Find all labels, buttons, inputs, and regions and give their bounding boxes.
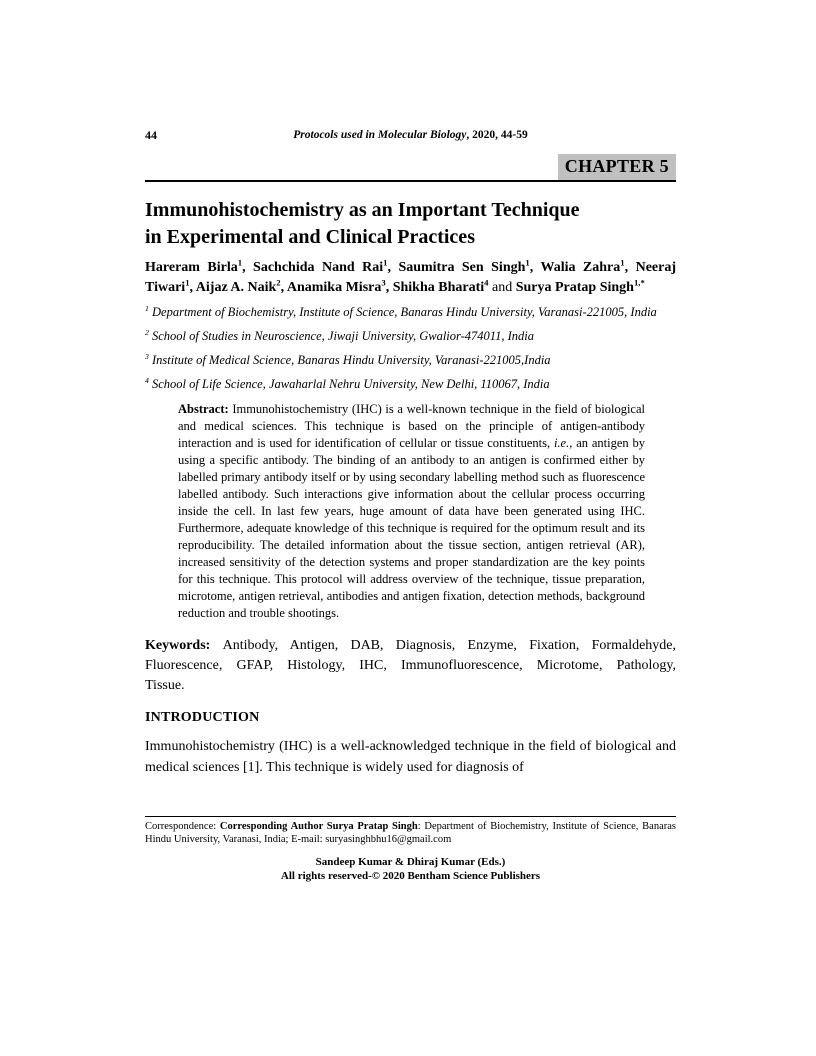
affiliation-4: $^4$ School of Life Science, Jawaharlal Nehru University, New Delhi, 110067, India (145, 375, 550, 391)
correspondence-note: Correspondence: Corresponding Author Surya Pratap Singh: Department of Biochemistry, Institute of Science, Banaras Hindu University, Varanasi, India; E-mail: suryasinghbhu16@gmail.com (145, 821, 676, 845)
journal-title (145, 129, 676, 141)
page-number: 44 (145, 128, 157, 142)
chapter-banner: CHAPTER 5 (558, 154, 676, 180)
affiliation-2: $^2$ School of Studies in Neuroscience, Jiwaji University, Gwalior-474011, India (145, 327, 534, 343)
page-content (145, 128, 676, 778)
journal-title-suffix: , 2020, 44-59 (466, 129, 528, 141)
editors-block (145, 855, 676, 883)
article-title (145, 197, 676, 251)
footnote-area (145, 816, 676, 883)
intro-paragraph: Immunohistochemistry (IHC) is a well-acknowledged technique in the field of biological and medical sciences [1]. This technique is widely used for diagnosis of (145, 739, 676, 775)
running-header (145, 128, 676, 145)
affiliation-1: $^1$ Department of Biochemistry, Institute of Science, Banaras Hindu University, Varanasi-221005, India (145, 303, 657, 319)
editors-line: Sandeep Kumar & Dhiraj Kumar (Eds.) (315, 856, 506, 868)
authors-line: Hareram Birla$^1$, Sachchida Nand Rai$^1$, Saumitra Sen Singh$^1$, Walia Zahra$^1$, Neeraj Tiwari$^1$, Aijaz A. Naik$^2$, Anamika Misra$^3$, Shikha Bharati$^4$ and Surya Pratap Singh$^{1,*}$ (145, 257, 677, 295)
abstract-paragraph: Abstract: Immunohistochemistry (IHC) is a well-known technique in the field of biological and medical sciences. This technique is based on the principle of antigen-antibody interaction and is used for identification of cellular or tissue constituents, i.e., an antigen by using a specific antibody. The binding of an antibody to an antigen is confirmed either by labelled primary antibody itself or by using secondary labelling method such as fluorescence labelled antibody. Such interactions give information about the cellular process occurring inside the cell. In last few years, huge amount of data have been generated using IHC. Furthermore, adequate knowledge of this technique is required for the optimum result and its reproducibility. The detailed information about the tissue section, antigen retrieval (AR), increased sensitivity of the detection systems and proper standardization are the key points for this technique. This protocol will address overview of the technique, tissue preparation, microtome, antigen retrieval, antibodies and antigen fixation, detection methods, background reduction and trouble shootings. (178, 402, 645, 620)
journal-title-name: Protocols used in Molecular Biology (293, 129, 467, 141)
section-heading-introduction: INTRODUCTION (145, 710, 260, 725)
chapter-rule (145, 154, 676, 182)
article-title-line-2: in Experimental and Clinical Practices (145, 226, 475, 248)
affiliations-list (145, 305, 676, 392)
affiliation-3: $^3$ Institute of Medical Science, Banaras Hindu University, Varanasi-221005,India (145, 351, 551, 367)
article-title-line-1: Immunohistochemistry as an Important Technique (145, 199, 580, 221)
copyright-line: All rights reserved-© 2020 Bentham Science Publishers (280, 870, 541, 882)
keywords-paragraph: Keywords: Antibody, Antigen, DAB, Diagnosis, Enzyme, Fixation, Formaldehyde, Fluorescence, GFAP, Histology, IHC, Immunofluorescence, Microtome, Pathology, Tissue. (145, 638, 677, 693)
